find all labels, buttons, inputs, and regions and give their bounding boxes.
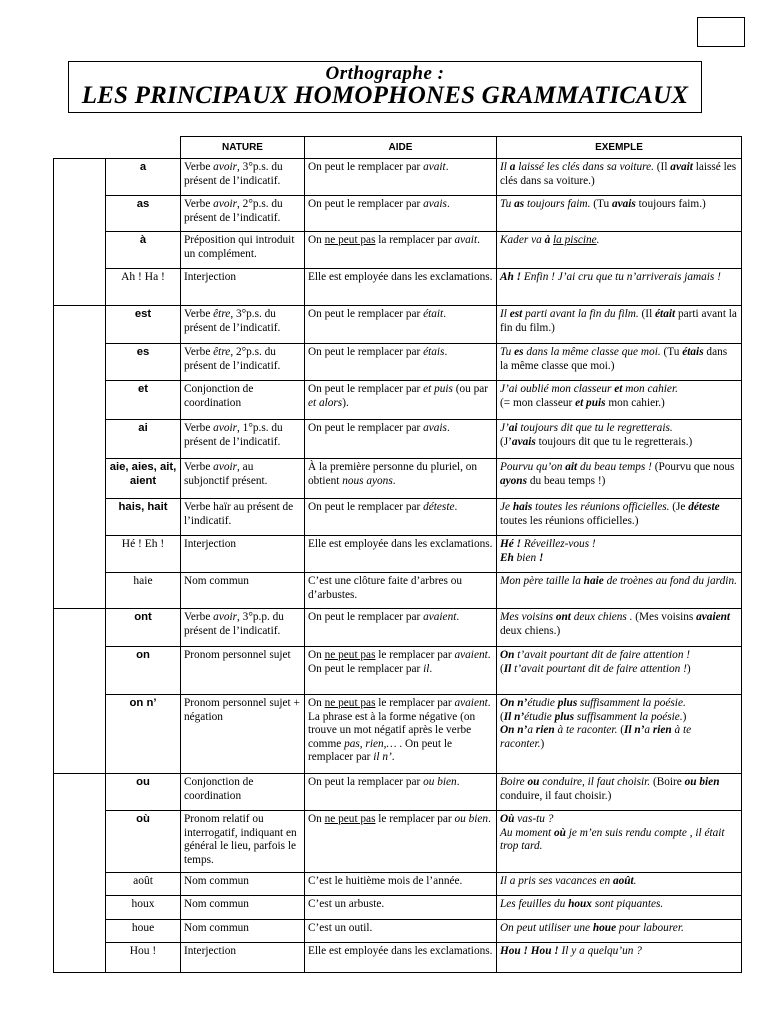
aide-cell: Elle est employée dans les exclamations. xyxy=(305,536,497,573)
nature-cell: Nom commun xyxy=(181,896,305,920)
table-row xyxy=(54,774,742,811)
table-row xyxy=(54,920,742,943)
group-cell xyxy=(54,306,106,609)
homophone-word: ont xyxy=(106,609,181,647)
nature-cell: Verbe avoir, 3°p.p. du présent de l’indicatif. xyxy=(181,609,305,647)
homophone-word: hais, hait xyxy=(106,499,181,536)
nature-cell: Pronom relatif ou interrogatif, indiquant en général le lieu, parfois le temps. xyxy=(181,811,305,873)
table-row xyxy=(54,232,742,269)
exemple-cell: Pourvu qu’on ait du beau temps ! (Pourvu que nous ayons du beau temps !) xyxy=(497,459,742,499)
homophone-word: on n’ xyxy=(106,695,181,774)
nature-cell: Pronom personnel sujet xyxy=(181,647,305,695)
nature-cell: Verbe être, 2°p.s. du présent de l’indicatif. xyxy=(181,344,305,381)
nature-cell: Verbe avoir, au subjonctif présent. xyxy=(181,459,305,499)
homophone-word: houe xyxy=(106,920,181,943)
exemple-cell: Hou ! Hou ! Il y a quelqu’un ? xyxy=(497,943,742,973)
aide-cell: On peut le remplacer par avaient. xyxy=(305,609,497,647)
aide-cell: On peut la remplacer par ou bien. xyxy=(305,774,497,811)
nature-cell: Verbe avoir, 1°p.s. du présent de l’indicatif. xyxy=(181,420,305,459)
homophone-word: on xyxy=(106,647,181,695)
group-cell xyxy=(54,774,106,973)
exemple-cell: Mes voisins ont deux chiens . (Mes voisins avaient deux chiens.) xyxy=(497,609,742,647)
table-row xyxy=(54,420,742,459)
exemple-cell: On n’étudie plus suffisamment la poésie. (Il n’étudie plus suffisamment la poésie.) On n’a rien à te raconter. (Il n’a rien à te raconter.) xyxy=(497,695,742,774)
aide-cell: On peut le remplacer par était. xyxy=(305,306,497,344)
header-nature: NATURE xyxy=(181,137,305,159)
page-title: LES PRINCIPAUX HOMOPHONES GRAMMATICAUX xyxy=(81,82,689,109)
header-row xyxy=(54,137,742,159)
table-row xyxy=(54,896,742,920)
exemple-cell: J’ai toujours dit que tu le regretterais. (J’avais toujours dit que tu le regretterais.) xyxy=(497,420,742,459)
homophone-word: aie, aies, ait, aient xyxy=(106,459,181,499)
homophones-table xyxy=(53,136,742,973)
exemple-cell: Il a laissé les clés dans sa voiture. (Il avait laissé les clés dans sa voiture.) xyxy=(497,159,742,196)
exemple-cell: Où vas-tu ? Au moment où je m’en suis rendu compte , il était trop tard. xyxy=(497,811,742,873)
table-row xyxy=(54,943,742,973)
table-row xyxy=(54,381,742,420)
group-cell xyxy=(54,159,106,306)
aide-cell: On peut le remplacer par étais. xyxy=(305,344,497,381)
nature-cell: Nom commun xyxy=(181,873,305,896)
homophone-word: Ah ! Ha ! xyxy=(106,269,181,306)
nature-cell: Verbe haïr au présent de l’indicatif. xyxy=(181,499,305,536)
exemple-cell: Les feuilles du houx sont piquantes. xyxy=(497,896,742,920)
aide-cell: On ne peut pas la remplacer par avait. xyxy=(305,232,497,269)
exemple-cell: Hé ! Réveillez-vous ! Eh bien ! xyxy=(497,536,742,573)
exemple-cell: J’ai oublié mon classeur et mon cahier. (= mon classeur et puis mon cahier.) xyxy=(497,381,742,420)
nature-cell: Verbe avoir, 2°p.s. du présent de l’indicatif. xyxy=(181,196,305,232)
title-line1: Orthographe : xyxy=(325,63,445,84)
exemple-cell: On peut utiliser une houe pour labourer. xyxy=(497,920,742,943)
aide-cell: On ne peut pas le remplacer par avaient. On peut le remplacer par il. xyxy=(305,647,497,695)
exemple-cell: Tu es dans la même classe que moi. (Tu étais dans la même classe que moi.) xyxy=(497,344,742,381)
homophone-word: à xyxy=(106,232,181,269)
nature-cell: Verbe avoir, 3°p.s. du présent de l’indicatif. xyxy=(181,159,305,196)
aide-cell: On peut le remplacer par avais. xyxy=(305,196,497,232)
exemple-cell: Je hais toutes les réunions officielles. (Je déteste toutes les réunions officielles.) xyxy=(497,499,742,536)
nature-cell: Nom commun xyxy=(181,573,305,609)
aide-cell: On ne peut pas le remplacer par avaient. La phrase est à la forme négative (on trouve un mot négatif après le verbe comme pas, rien,… . On peut le remplacer par il n’. xyxy=(305,695,497,774)
nature-cell: Interjection xyxy=(181,536,305,573)
aide-cell: C’est un outil. xyxy=(305,920,497,943)
exemple-cell: On t’avait pourtant dit de faire attention ! (Il t’avait pourtant dit de faire attention !) xyxy=(497,647,742,695)
homophone-word: et xyxy=(106,381,181,420)
homophone-word: est xyxy=(106,306,181,344)
table-row xyxy=(54,873,742,896)
corner-box xyxy=(697,17,745,47)
aide-cell: C’est une clôture faite d’arbres ou d’arbustes. xyxy=(305,573,497,609)
nature-cell: Nom commun xyxy=(181,920,305,943)
exemple-cell: Ah ! Enfin ! J’ai cru que tu n’arriverais jamais ! xyxy=(497,269,742,306)
homophone-word: Hé ! Eh ! xyxy=(106,536,181,573)
homophone-word: où xyxy=(106,811,181,873)
exemple-cell: Mon père taille la haie de troènes au fond du jardin. xyxy=(497,573,742,609)
nature-cell: Préposition qui introduit un complément. xyxy=(181,232,305,269)
table-row xyxy=(54,269,742,306)
nature-cell: Conjonction de coordination xyxy=(181,774,305,811)
nature-cell: Pronom personnel sujet + négation xyxy=(181,695,305,774)
title-box xyxy=(68,61,702,113)
table-row xyxy=(54,536,742,573)
table-row xyxy=(54,159,742,196)
table-row xyxy=(54,196,742,232)
table-row xyxy=(54,811,742,873)
aide-cell: Elle est employée dans les exclamations. xyxy=(305,943,497,973)
exemple-cell: Il est parti avant la fin du film. (Il était parti avant la fin du film.) xyxy=(497,306,742,344)
homophone-word: Hou ! xyxy=(106,943,181,973)
exemple-cell: Boire ou conduire, il faut choisir. (Boire ou bien conduire, il faut choisir.) xyxy=(497,774,742,811)
homophone-word: haie xyxy=(106,573,181,609)
homophone-word: août xyxy=(106,873,181,896)
table-row xyxy=(54,499,742,536)
homophone-word: es xyxy=(106,344,181,381)
table-row xyxy=(54,573,742,609)
exemple-cell: Kader va à la piscine. xyxy=(497,232,742,269)
homophone-word: houx xyxy=(106,896,181,920)
exemple-cell: Tu as toujours faim. (Tu avais toujours faim.) xyxy=(497,196,742,232)
table-row xyxy=(54,609,742,647)
group-cell xyxy=(54,609,106,774)
table-row xyxy=(54,647,742,695)
header-exemple: EXEMPLE xyxy=(497,137,742,159)
aide-cell: On ne peut pas le remplacer par ou bien. xyxy=(305,811,497,873)
aide-cell: C’est un arbuste. xyxy=(305,896,497,920)
table-row xyxy=(54,695,742,774)
aide-cell: À la première personne du pluriel, on obtient nous ayons. xyxy=(305,459,497,499)
nature-cell: Interjection xyxy=(181,269,305,306)
table-row xyxy=(54,459,742,499)
table-row xyxy=(54,344,742,381)
nature-cell: Verbe être, 3°p.s. du présent de l’indicatif. xyxy=(181,306,305,344)
aide-cell: On peut le remplacer par avait. xyxy=(305,159,497,196)
header-aide: AIDE xyxy=(305,137,497,159)
homophone-word: ou xyxy=(106,774,181,811)
nature-cell: Conjonction de coordination xyxy=(181,381,305,420)
header-blank xyxy=(54,137,181,159)
table-row xyxy=(54,306,742,344)
aide-cell: C’est le huitième mois de l’année. xyxy=(305,873,497,896)
homophone-word: as xyxy=(106,196,181,232)
homophone-word: ai xyxy=(106,420,181,459)
homophone-word: a xyxy=(106,159,181,196)
aide-cell: Elle est employée dans les exclamations. xyxy=(305,269,497,306)
aide-cell: On peut le remplacer par et puis (ou par et alors). xyxy=(305,381,497,420)
aide-cell: On peut le remplacer par avais. xyxy=(305,420,497,459)
aide-cell: On peut le remplacer par déteste. xyxy=(305,499,497,536)
nature-cell: Interjection xyxy=(181,943,305,973)
exemple-cell: Il a pris ses vacances en août. xyxy=(497,873,742,896)
